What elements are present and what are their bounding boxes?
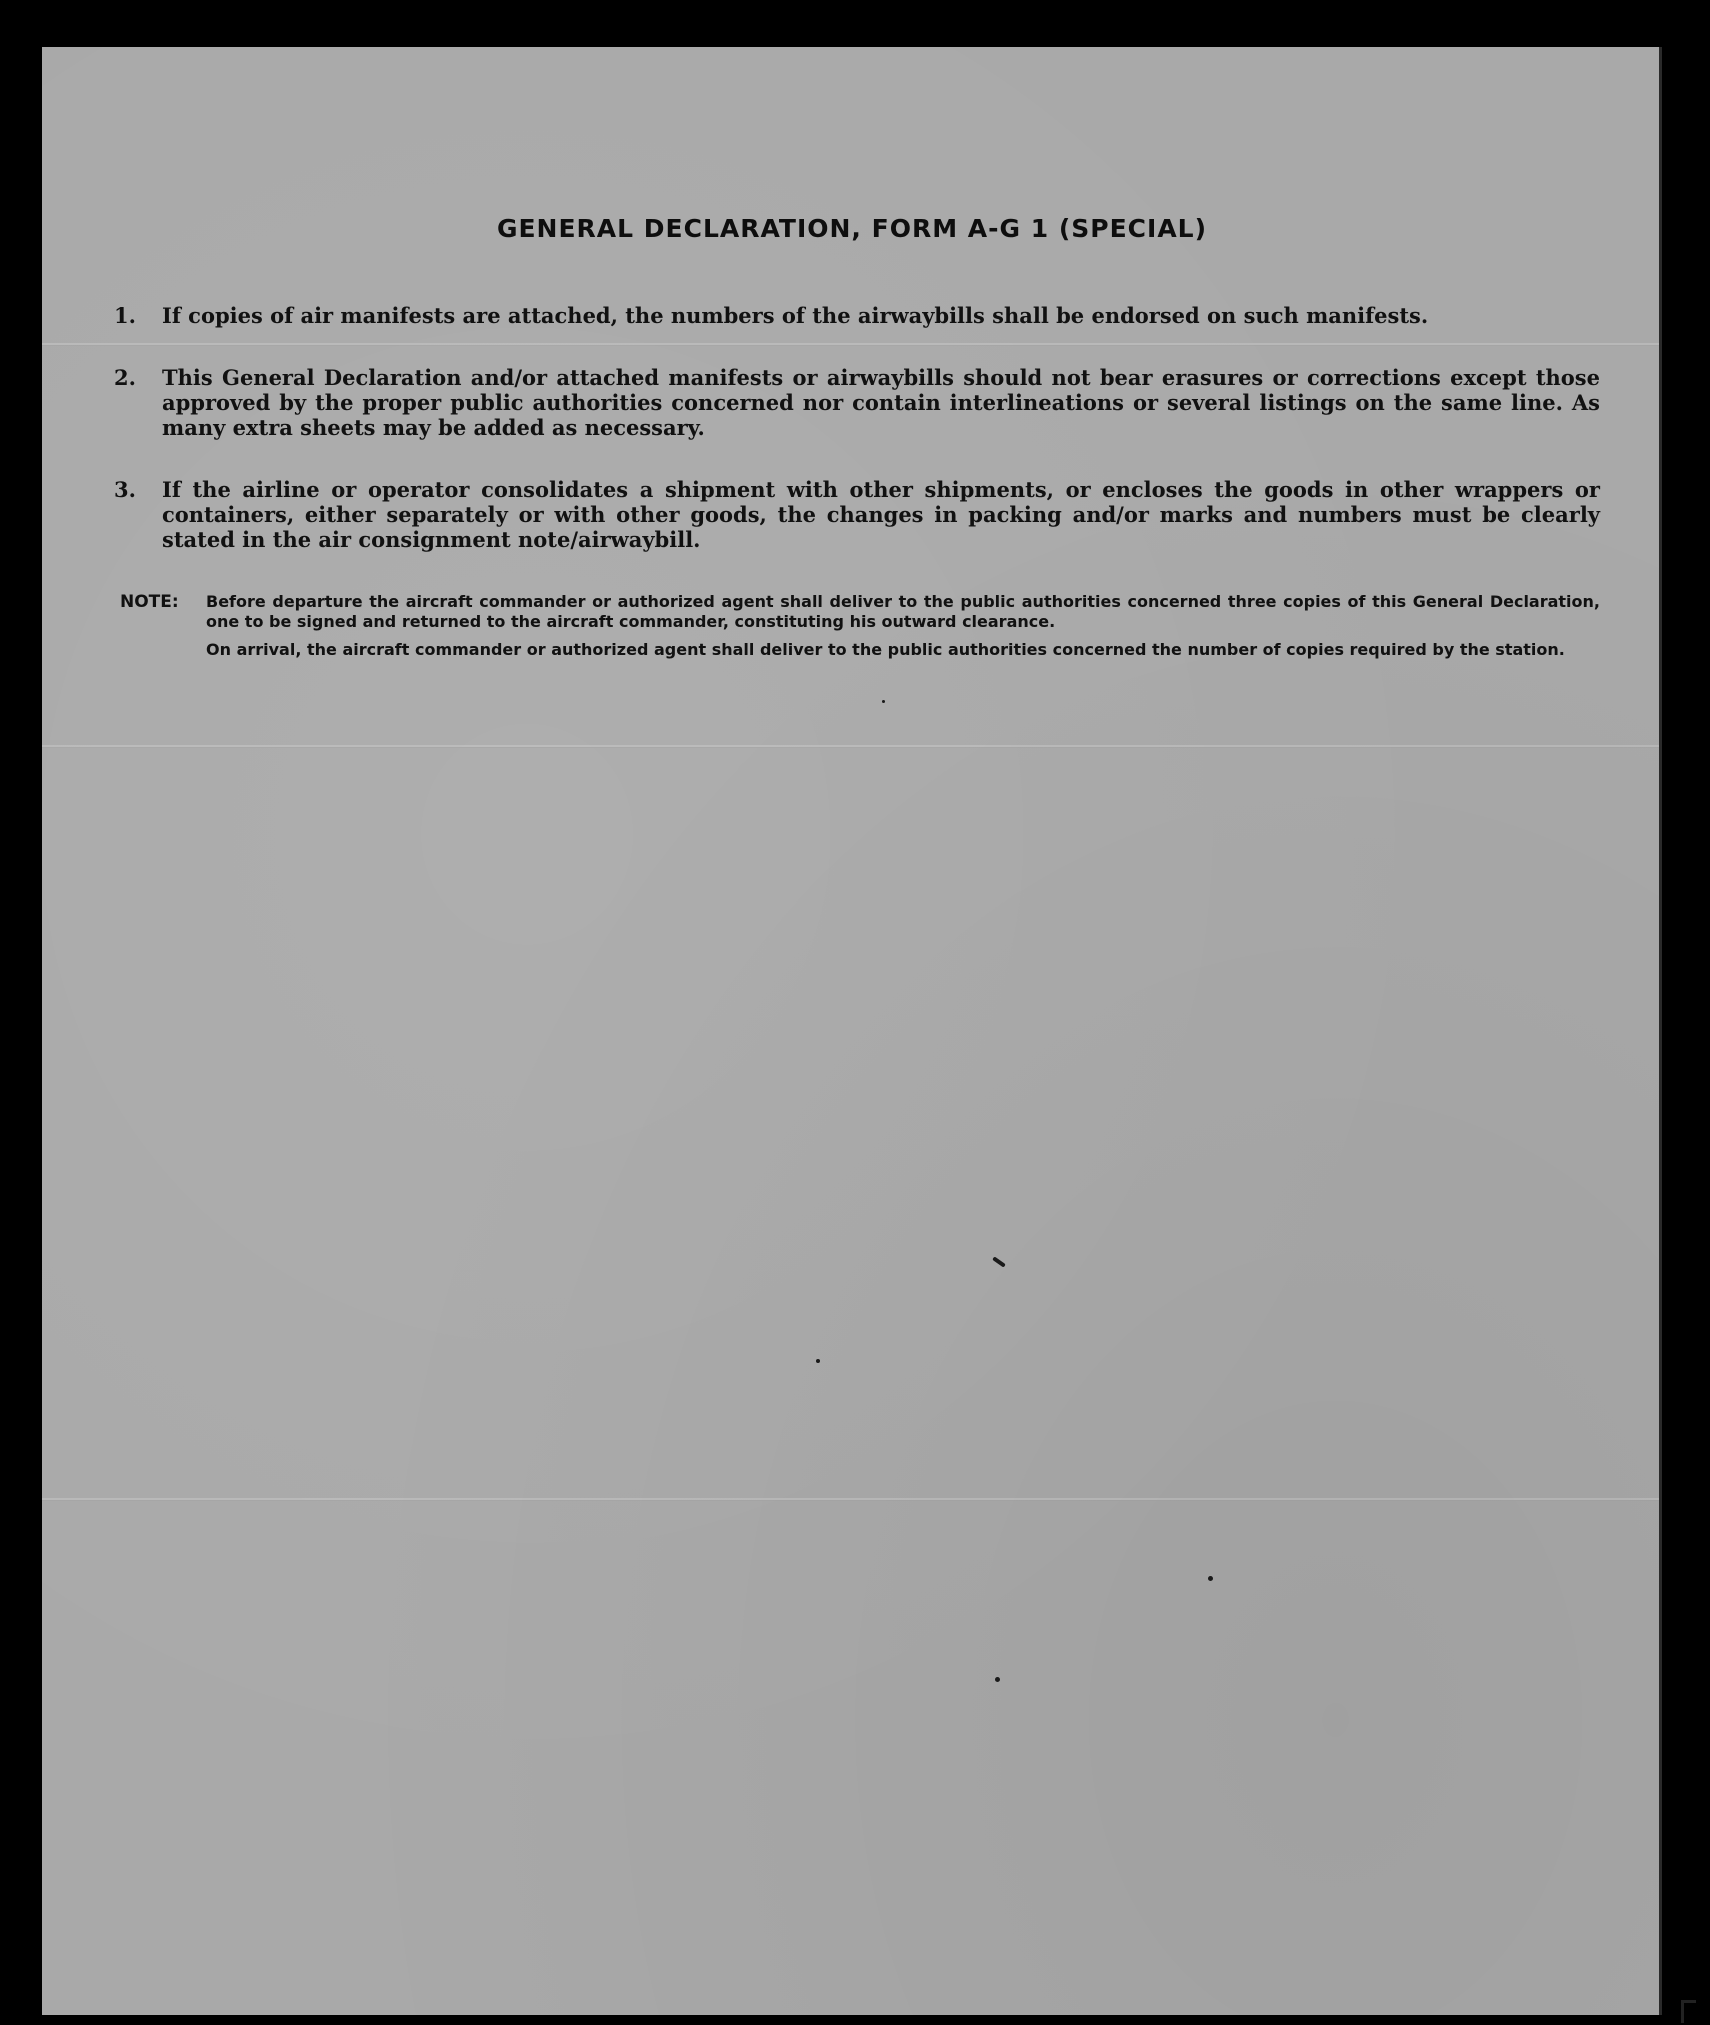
ink-speck [816,1359,820,1363]
note-paragraph: Before departure the aircraft commander or authorized agent shall deliver to the public authorities concerned three copies of this General Declaration, one to be signed and returned to the aircraft commander, constituting his outward clearance. [206,592,1600,631]
item-number: 3. [114,477,136,502]
instruction-item [114,477,1600,552]
note-paragraph: On arrival, the aircraft commander or authorized agent shall deliver to the public authorities concerned the number of copies required by the station. [206,640,1565,659]
instruction-item [114,365,1600,440]
paper-fold-line [42,745,1659,748]
item-number: 1. [114,303,136,328]
paper-fold-line [42,1498,1659,1501]
ink-speck [1208,1576,1213,1581]
ink-speck [995,1677,1000,1682]
instruction-item [114,303,1600,328]
page-corner-mark [1681,2000,1696,2023]
form-title: GENERAL DECLARATION, FORM A-G 1 (SPECIAL) [496,214,1208,243]
item-text: If copies of air manifests are attached, the numbers of the airwaybills shall be endorsed on such manifests. [162,303,1429,328]
document-sheet [42,47,1662,2015]
item-text: If the airline or operator consolidates a shipment with other shipments, or encloses the goods in other wrappers or containers, either separately or with other goods, the changes in packing and/or marks and numbers must be clearly stated in the air consignment note/airwaybill. [162,477,1600,552]
ink-speck [992,1256,1006,1267]
paper-fold-line [42,343,1659,346]
note-label: NOTE: [120,592,179,612]
item-number: 2. [114,365,136,390]
ink-speck [882,700,885,703]
item-text: This General Declaration and/or attached manifests or airwaybills should not bear erasures or corrections except those approved by the proper public authorities concerned nor contain interlineations or several listings on the same line. As many extra sheets may be added as necessary. [162,365,1600,440]
note-section [120,592,1600,668]
